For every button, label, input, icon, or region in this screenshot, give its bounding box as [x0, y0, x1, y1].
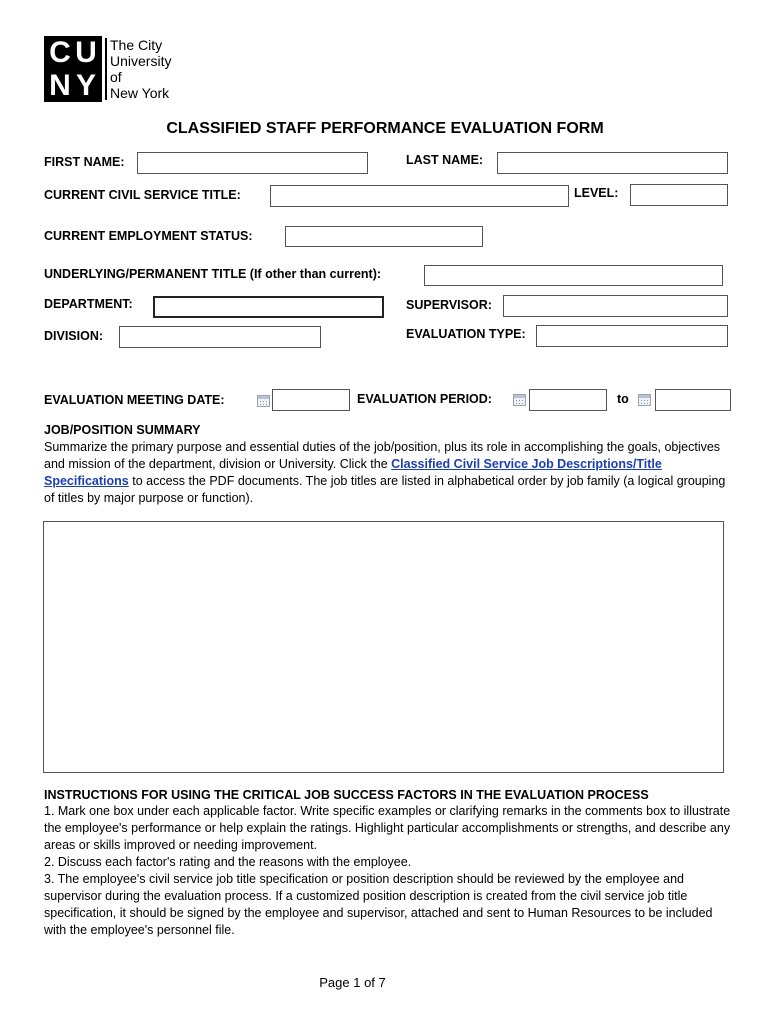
logo-letter-block	[44, 36, 102, 102]
meeting-date-label: EVALUATION MEETING DATE:	[44, 393, 225, 407]
employment-status-label: CURRENT EMPLOYMENT STATUS:	[44, 229, 253, 243]
logo-name-line: of	[110, 69, 122, 85]
calendar-icon[interactable]	[638, 394, 651, 406]
summary-text-after: to access the PDF documents. The job titles are listed in alphabetical order by job family (a logical grouping of titles by major purpose or function).	[44, 474, 726, 505]
instructions-heading: INSTRUCTIONS FOR USING THE CRITICAL JOB SUCCESS FACTORS IN THE EVALUATION PROCESS	[44, 788, 649, 802]
instructions-item: 1. Mark one box under each applicable factor. Write specific examples or clarifying remarks in the comments box to illustrate the employee's performance or help explain the ratings. Highlight particular accomplishments or strengths, and describe any areas or skills improved or needing improvement.	[44, 804, 731, 852]
first-name-label: FIRST NAME:	[44, 155, 125, 169]
department-field[interactable]	[153, 296, 384, 318]
logo-letter: U	[75, 36, 97, 69]
evaluation-type-field[interactable]	[536, 325, 728, 347]
last-name-label: LAST NAME:	[406, 153, 484, 167]
underlying-title-label: UNDERLYING/PERMANENT TITLE (If other than current):	[44, 267, 382, 281]
division-field[interactable]	[119, 326, 321, 348]
logo-name-line: New York	[110, 85, 170, 101]
logo-letter: N	[49, 69, 71, 102]
logo-divider	[105, 38, 107, 100]
calendar-icon[interactable]	[257, 395, 270, 407]
job-descriptions-link[interactable]: Classified Civil Service Job Descriptions/Title Specifications	[44, 457, 662, 488]
department-label: DEPARTMENT:	[44, 297, 133, 311]
evaluation-period-label: EVALUATION PERIOD:	[357, 392, 492, 406]
summary-text	[44, 439, 734, 507]
level-label: LEVEL:	[574, 186, 619, 200]
logo-letter: C	[49, 36, 71, 69]
form-title: CLASSIFIED STAFF PERFORMANCE EVALUATION FORM	[166, 120, 604, 137]
period-start-field[interactable]	[529, 389, 607, 411]
supervisor-field[interactable]	[503, 295, 728, 317]
logo-wordmark	[110, 37, 171, 101]
level-field[interactable]	[630, 184, 728, 206]
instructions-item: 2. Discuss each factor's rating and the reasons with the employee.	[44, 855, 412, 869]
summary-heading: JOB/POSITION SUMMARY	[44, 423, 201, 437]
division-label: DIVISION:	[44, 329, 104, 343]
period-end-field[interactable]	[655, 389, 731, 411]
period-to-label: to	[617, 392, 629, 406]
first-name-field[interactable]	[137, 152, 368, 174]
logo-name-line: The City	[110, 37, 163, 53]
employment-status-field[interactable]	[285, 226, 483, 247]
civil-service-title-label: CURRENT CIVIL SERVICE TITLE:	[44, 188, 241, 202]
summary-text-before: Summarize the primary purpose and essential duties of the job/position, plus its role in accomplishing the goals, objectives and mission of the department, division or University. Click the	[44, 440, 721, 471]
last-name-field[interactable]	[497, 152, 728, 174]
meeting-date-field[interactable]	[272, 389, 350, 411]
calendar-icon[interactable]	[513, 394, 526, 406]
underlying-title-field[interactable]	[424, 265, 723, 286]
job-summary-textarea[interactable]	[43, 521, 724, 773]
supervisor-label: SUPERVISOR:	[406, 298, 492, 312]
civil-service-title-field[interactable]	[270, 185, 569, 207]
page-number: Page 1 of 7	[319, 975, 386, 990]
cuny-logo	[44, 36, 184, 102]
logo-letter: Y	[75, 69, 96, 102]
evaluation-type-label: EVALUATION TYPE:	[406, 327, 526, 341]
instructions-item: 3. The employee's civil service job title specification or position description should be reviewed by the employee and supervisor during the evaluation process. If a customized position description is created from the civil service job title specification, it should be signed by the employee and supervisor, attached and sent to Human Resources to be included with the employee's personnel file.	[44, 872, 713, 937]
logo-name-line: University	[110, 53, 172, 69]
